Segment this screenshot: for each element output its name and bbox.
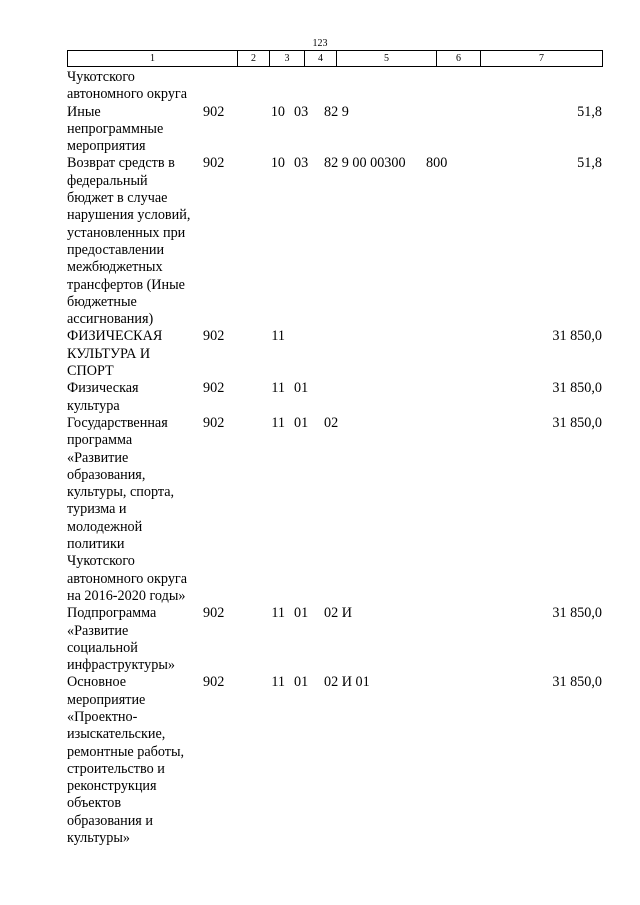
row-name-line: автономного округа: [67, 570, 188, 587]
row-name-line: автономного округа: [67, 86, 188, 103]
row-name-line: Государственная: [67, 414, 168, 431]
table-row: [67, 69, 602, 104]
row-expense-type: [419, 328, 472, 380]
row-subsection: 01: [294, 380, 309, 397]
row-admin-code: 902: [203, 328, 225, 345]
row-name-line: социальной: [67, 639, 138, 656]
row-sum: [472, 69, 602, 104]
row-name-line: культуры»: [67, 830, 130, 847]
row-sum: 31 850,0: [552, 674, 602, 691]
table-row: [67, 104, 602, 156]
column-header-row: [68, 51, 603, 67]
row-name-line: образования,: [67, 466, 146, 483]
row-admin-code: 902: [203, 414, 225, 431]
row-name-line: политики: [67, 536, 125, 553]
row-section: 11: [271, 674, 285, 691]
row-section: 11: [271, 328, 285, 345]
row-name-line: нарушения условий,: [67, 207, 191, 224]
row-name-line: ФИЗИЧЕСКАЯ: [67, 328, 163, 345]
row-name-line: бюджетные: [67, 293, 137, 310]
row-admin-code: 902: [203, 674, 225, 691]
row-expense-type: [419, 69, 472, 104]
row-name-line: образования и: [67, 812, 153, 829]
column-number-2: 2: [238, 51, 270, 67]
row-name-line: КУЛЬТУРА И: [67, 345, 151, 362]
row-name-line: молодежной: [67, 518, 143, 535]
row-admin-code: 902: [203, 155, 225, 172]
row-name-line: установленных при: [67, 224, 186, 241]
row-name-line: Физическая: [67, 380, 139, 397]
row-target-article: [317, 69, 419, 104]
row-sum: 51,8: [577, 155, 602, 172]
row-target-article: 02 И: [324, 605, 352, 622]
row-sum: 31 850,0: [552, 605, 602, 622]
row-name-line: культуры, спорта,: [67, 484, 175, 501]
row-name-line: мероприятие: [67, 691, 146, 708]
row-name: [67, 674, 199, 847]
budget-table: [67, 69, 602, 847]
column-number-3: 3: [270, 51, 305, 67]
row-name: [67, 605, 199, 674]
row-subsection: 03: [294, 103, 309, 120]
row-target-article: 82 9 00 00300: [324, 155, 406, 172]
row-name-line: федеральный: [67, 172, 148, 189]
row-admin-code: 902: [203, 605, 225, 622]
row-name-line: межбюджетных: [67, 259, 163, 276]
row-name-line: Чукотского: [67, 69, 135, 85]
row-name: [67, 69, 199, 104]
column-number-5: 5: [337, 51, 437, 67]
row-subsection: 03: [294, 155, 309, 172]
row-section: 11: [271, 380, 285, 397]
row-subsection: 01: [294, 674, 309, 691]
row-name-line: Возврат средств в: [67, 155, 175, 172]
row-subsection: 01: [294, 605, 309, 622]
row-name-line: предоставлении: [67, 241, 165, 258]
row-name-line: объектов: [67, 795, 122, 812]
row-expense-type: 800: [426, 155, 448, 172]
row-expense-type: [419, 605, 472, 674]
row-name-line: культура: [67, 397, 120, 414]
row-sum: 31 850,0: [552, 328, 602, 345]
row-subsection: [287, 328, 317, 380]
row-admin-code: 902: [203, 380, 225, 397]
page-number: 123: [312, 38, 328, 49]
row-name-line: Основное: [67, 674, 127, 691]
table-row: [67, 605, 602, 674]
row-section: 11: [271, 414, 285, 431]
row-name-line: Подпрограмма: [67, 605, 157, 622]
row-expense-type: [419, 104, 472, 156]
row-sum: 51,8: [577, 103, 602, 120]
column-header-table: [67, 50, 603, 67]
row-target-article: 82 9: [324, 103, 349, 120]
row-subsection: [287, 69, 317, 104]
column-number-1: 1: [68, 51, 238, 67]
row-target-article: 02 И 01: [324, 674, 370, 691]
row-expense-type: [419, 415, 472, 605]
row-name: [67, 328, 199, 380]
row-name-line: ассигнования): [67, 311, 154, 328]
column-number-6: 6: [437, 51, 481, 67]
table-row: [67, 674, 602, 847]
row-name: [67, 104, 199, 156]
row-expense-type: [419, 674, 472, 847]
table-row: [67, 415, 602, 605]
budget-rows: [67, 69, 602, 847]
row-name-line: Иные: [67, 103, 101, 120]
row-name: [67, 155, 199, 328]
row-name-line: инфраструктуры»: [67, 657, 175, 674]
table-row: [67, 328, 602, 380]
row-name-line: программа: [67, 432, 133, 449]
table-row: [67, 155, 602, 328]
row-subsection: 01: [294, 414, 309, 431]
row-admin-code: [199, 69, 249, 104]
row-section: 10: [270, 155, 285, 172]
table-row: [67, 380, 602, 415]
row-section: 11: [271, 605, 285, 622]
row-name-line: Чукотского: [67, 553, 135, 570]
row-name-line: изыскательские,: [67, 726, 166, 743]
row-target-article: 02: [324, 414, 339, 431]
row-name-line: строительство и: [67, 760, 165, 777]
row-admin-code: 902: [203, 103, 225, 120]
row-name-line: трансфертов (Иные: [67, 276, 185, 293]
row-name-line: мероприятия: [67, 138, 146, 155]
row-section: [249, 69, 287, 104]
row-name-line: «Развитие: [67, 449, 129, 466]
row-name-line: «Проектно-: [67, 708, 138, 725]
column-number-7: 7: [481, 51, 603, 67]
row-name-line: туризма и: [67, 501, 127, 518]
row-name-line: «Развитие: [67, 622, 129, 639]
row-name: [67, 415, 199, 605]
row-name-line: непрограммные: [67, 120, 164, 137]
row-sum: 31 850,0: [552, 414, 602, 431]
row-target-article: [317, 328, 419, 380]
row-section: 10: [270, 103, 285, 120]
row-name-line: бюджет в случае: [67, 190, 168, 207]
row-name-line: СПОРТ: [67, 363, 114, 380]
row-name-line: реконструкция: [67, 778, 157, 795]
row-name-line: на 2016-2020 годы»: [67, 587, 186, 604]
row-sum: 31 850,0: [552, 380, 602, 397]
row-expense-type: [419, 380, 472, 415]
row-name: [67, 380, 199, 415]
column-number-4: 4: [305, 51, 337, 67]
row-target-article: [317, 380, 419, 415]
row-name-line: ремонтные работы,: [67, 743, 185, 760]
